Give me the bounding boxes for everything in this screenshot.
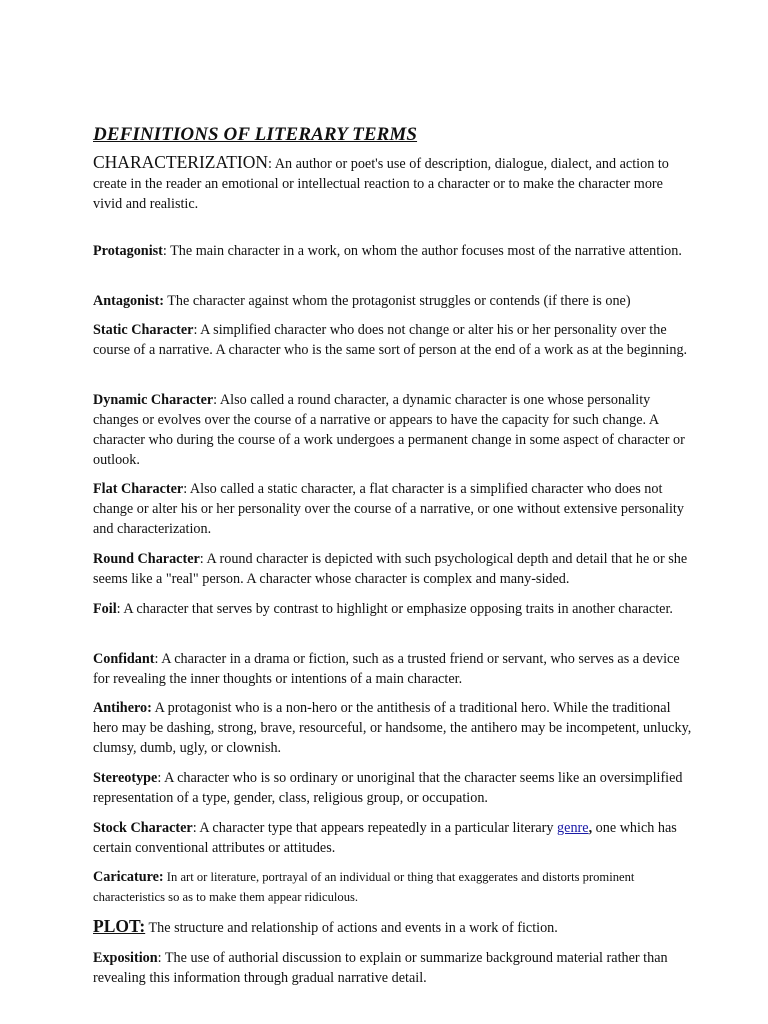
entry-confidant xyxy=(93,649,693,689)
definition-caricature: In art or literature, portrayal of an individual or thing that exaggerates and distorts prominent characteristics so as to make them appear ridiculous. xyxy=(93,870,635,904)
term-exposition: Exposition xyxy=(93,950,158,966)
definition-foil: : A character that serves by contrast to highlight or emphasize opposing traits in another character. xyxy=(116,601,673,617)
definition-antihero: A protagonist who is a non-hero or the antithesis of a traditional hero. While the traditional hero may be dashing, strong, brave, resourceful, or handsome, the antihero may be incompetent, unlucky, clumsy, dumb, ugly, or clownish. xyxy=(93,700,692,756)
stock-character-comma: , xyxy=(588,820,593,836)
genre-link[interactable]: genre xyxy=(557,820,589,836)
definition-stock-character-after: one which has certain conventional attributes or attitudes. xyxy=(93,820,677,856)
term-confidant: Confidant xyxy=(93,651,155,667)
entry-exposition xyxy=(93,948,693,988)
term-antagonist: Antagonist: xyxy=(93,293,164,309)
definition-protagonist: : The main character in a work, on whom the author focuses most of the narrative attention. xyxy=(162,243,682,259)
definition-dynamic-character: : Also called a round character, a dynamic character is one whose personality changes or evolves over the course of a narrative or appears to have the capacity for such change. A character who during the course of a work undergoes a permanent change in some aspect of character or outlook. xyxy=(93,392,685,468)
term-caricature: Caricature: xyxy=(93,869,164,885)
definition-flat-character: : Also called a static character, a flat character is a simplified character who does not change or alter his or her personality over the course of a narrative, or one without extensive personality and characterization. xyxy=(93,481,684,537)
definition-stock-character-before: : A character type that appears repeatedly in a particular literary xyxy=(192,820,558,836)
definition-round-character: : A round character is depicted with such psychological depth and detail that he or she seems like a "real" person. A character whose character is complex and many-sided. xyxy=(93,551,688,587)
definition-confidant: : A character in a drama or fiction, such as a trusted friend or servant, who serves as a device for revealing the inner thoughts or intentions of a main character. xyxy=(93,651,680,687)
entry-characterization xyxy=(93,152,693,214)
definition-plot: The structure and relationship of actions and events in a work of fiction. xyxy=(145,920,558,936)
definition-stereotype: : A character who is so ordinary or unoriginal that the character seems like an oversimplified representation of a type, gender, class, religious group, or occupation. xyxy=(93,770,683,806)
entry-antagonist xyxy=(93,291,693,311)
entry-caricature xyxy=(93,867,693,907)
entry-static-character xyxy=(93,320,693,360)
term-flat-character: Flat Character xyxy=(93,481,184,497)
term-characterization: CHARACTERIZATION xyxy=(93,152,268,172)
definition-antagonist: The character against whom the protagonist struggles or contends (if there is one) xyxy=(163,293,631,309)
definition-exposition: : The use of authorial discussion to explain or summarize background material rather than revealing this information through gradual narrative detail. xyxy=(93,950,668,986)
term-dynamic-character: Dynamic Character xyxy=(93,392,214,408)
entry-protagonist xyxy=(93,241,693,261)
entry-dynamic-character xyxy=(93,390,693,470)
entry-plot xyxy=(93,916,693,938)
term-static-character: Static Character xyxy=(93,322,194,338)
term-stock-character: Stock Character xyxy=(93,820,193,836)
entry-foil xyxy=(93,599,693,619)
definition-static-character: : A simplified character who does not change or alter his or her personality over the course of a narrative. A character who is the same sort of person at the end of a work as at the beginning. xyxy=(93,322,688,358)
term-antihero: Antihero: xyxy=(93,700,152,716)
entry-antihero xyxy=(93,698,693,758)
term-stereotype: Stereotype xyxy=(93,770,158,786)
term-round-character: Round Character xyxy=(93,551,200,567)
definition-characterization: : An author or poet's use of description, dialogue, dialect, and action to create in the reader an emotional or intellectual reaction to a character or to make the character more vivid and realistic. xyxy=(93,156,669,212)
term-plot: PLOT: xyxy=(93,916,146,936)
entry-round-character xyxy=(93,549,693,589)
term-protagonist: Protagonist xyxy=(93,243,163,259)
entry-stock-character xyxy=(93,818,693,858)
term-foil: Foil xyxy=(93,601,117,617)
document-title: DEFINITIONS OF LITERARY TERMS xyxy=(93,124,418,145)
entry-flat-character xyxy=(93,479,693,539)
entry-stereotype xyxy=(93,768,693,808)
